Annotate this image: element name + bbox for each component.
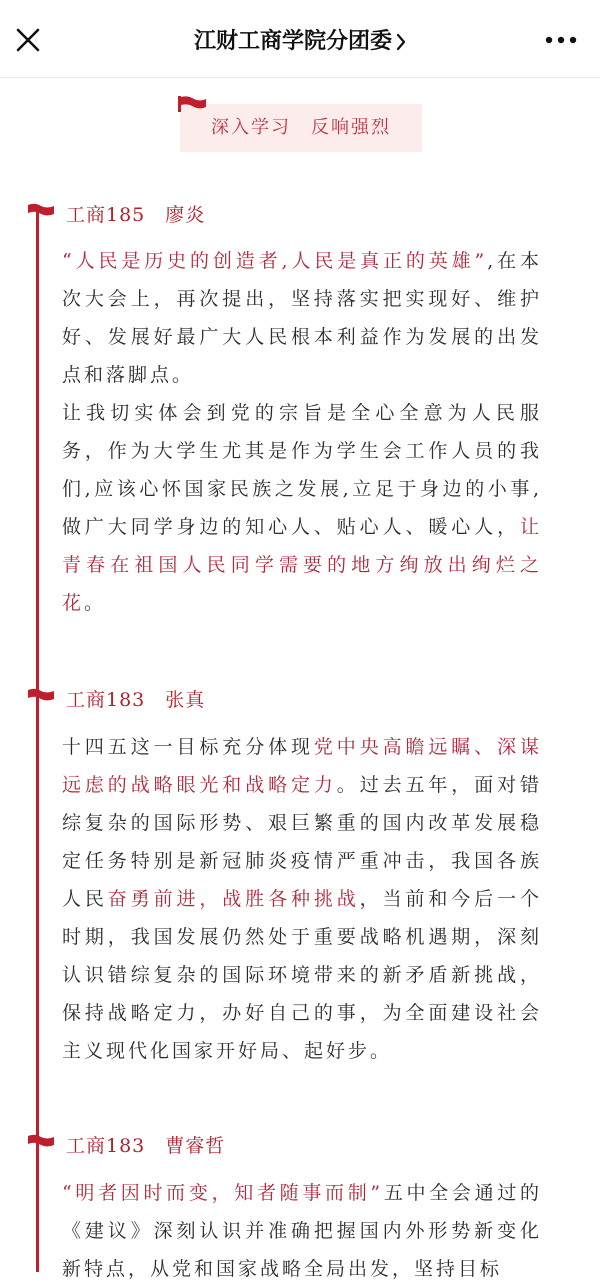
timeline-line [36,206,39,1272]
body-text: 五中全会通过的《建议》深刻认识并准确把握国内外形势新变化新特点，从党和国家战略全局出发，坚持目标 [62,1182,542,1280]
body-text: 。 [84,592,107,614]
flag-icon [28,203,54,219]
body-text: 。过去五年，面对错综复杂的国际形势、艰巨繁重的国内改革发展稳定任务特别是新冠肺炎疫情严重冲击，我国各族人民 [62,774,542,910]
section-paragraph [62,242,542,394]
body-text: ，当前和今后一个时期，我国发展仍然处于重要战略机遇期，深刻认识错综复杂的国际环境带来的新矛盾新挑战，保持战略定力，办好自己的事，为全面建设社会主义现代化国家开好局、起好步。 [62,888,542,1062]
section-title: 工商183 张真 [66,689,206,711]
top-nav-bar [0,0,600,78]
highlighted-text: 让青春在祖国人民同学需要的地方绚放出绚烂之花 [62,516,542,614]
flag-icon [28,1134,54,1150]
highlighted-text: 奋勇前进，战胜各种挑战 [107,888,360,910]
section-title: 工商183 曹睿哲 [66,1135,226,1157]
banner-heading: 深入学习 反响强烈 [211,117,391,138]
section-title: 工商185 廖炎 [66,204,206,226]
chevron-right-icon [396,33,406,51]
flag-icon [28,688,54,704]
more-icon[interactable] [544,30,578,50]
highlighted-text: 党中央高瞻远瞩、深谋远虑的战略眼光和战略定力 [62,736,542,796]
body-text: 十四五这一目标充分体现 [62,736,314,758]
account-title: 江财工商学院分团委 [193,29,392,54]
account-title-link[interactable] [160,24,440,60]
body-text: ,在本次大会上，再次提出，坚持落实把实现好、维护好、发展好最广大人民根本利益作为发展的出发点和落脚点。 [62,250,543,386]
close-icon[interactable] [14,26,42,54]
body-text: 让我切实体会到党的宗旨是全心全意为人民服务，作为大学生尤其是作为学生会工作人员的我们,应该心怀国家民族之发展,立足于身边的小事,做广大同学身边的知心人、贴心人、暖心人， [62,402,542,538]
section-paragraph [62,394,542,622]
highlighted-text: “明者因时而变，知者随事而制” [62,1182,384,1204]
section-paragraph [62,1174,542,1288]
section-paragraph [62,728,542,1070]
highlighted-text: “人民是历史的创造者,人民是真正的英雄” [62,250,488,272]
